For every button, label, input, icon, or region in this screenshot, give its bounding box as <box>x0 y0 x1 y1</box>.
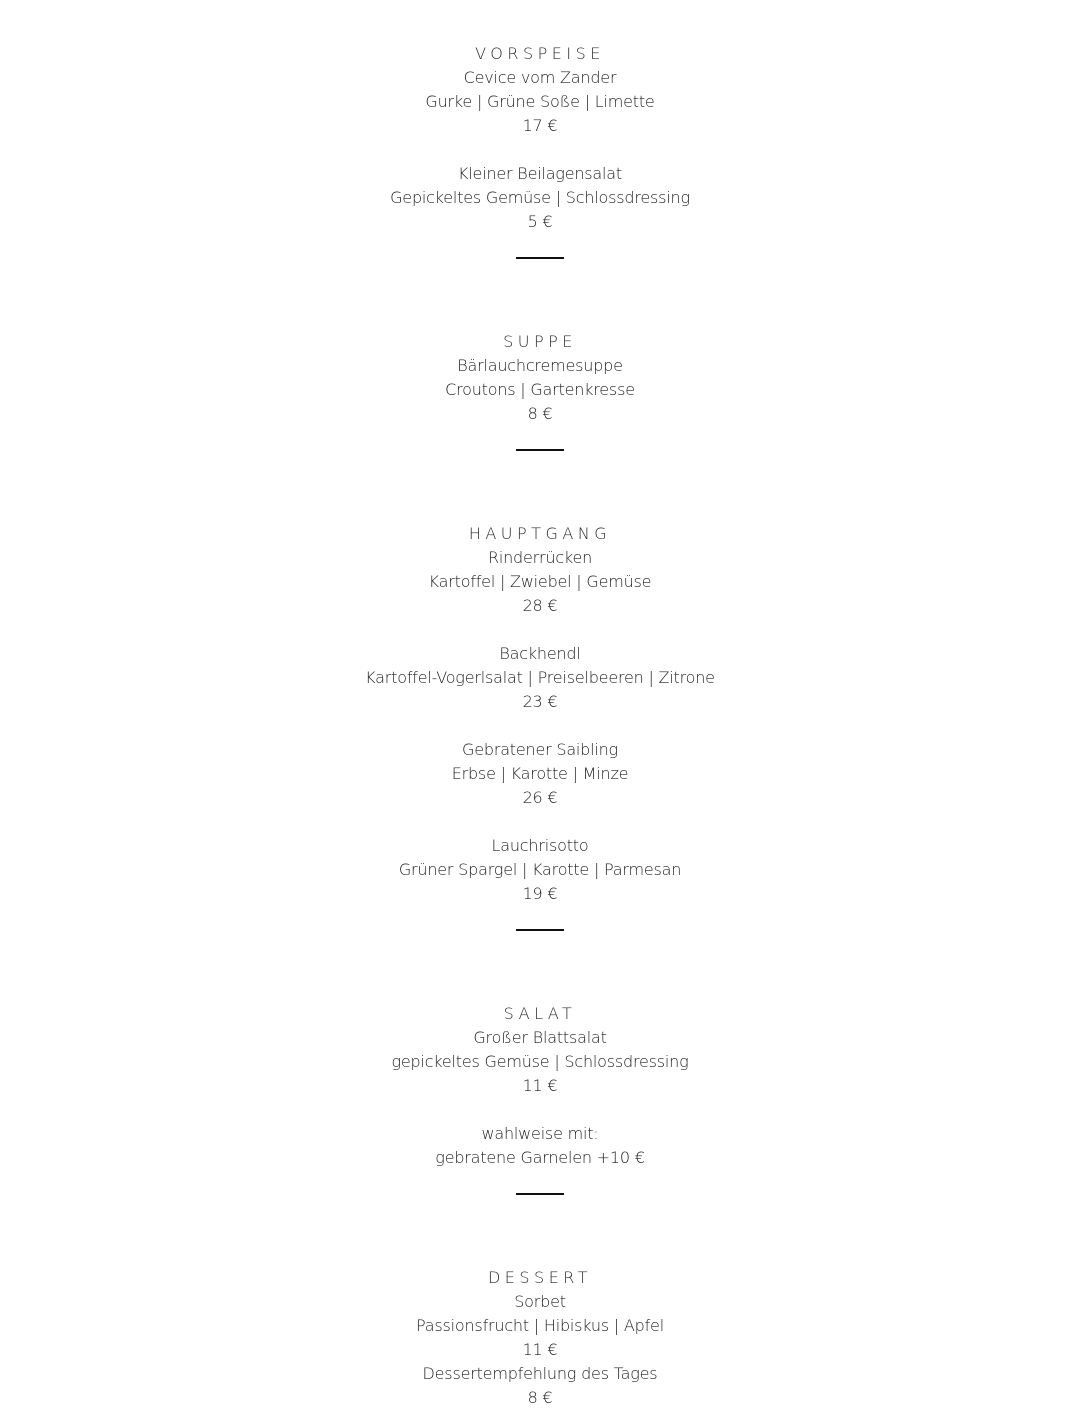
dish-description: Passionsfrucht | Hibiskus | Apfel <box>416 1316 664 1335</box>
dish-price: 17 € <box>522 116 558 135</box>
option-label: wahlweise mit: <box>481 1124 599 1143</box>
dish-description: Croutons | Gartenkresse <box>445 380 635 399</box>
dish-name: Bärlauchcremesuppe <box>457 356 623 375</box>
dish-price: 5 € <box>527 212 553 231</box>
section-heading: SALAT <box>503 1004 577 1023</box>
section-dessert <box>0 1266 1080 1410</box>
section-vorspeise <box>0 42 1080 234</box>
dessert-recommendation-price: 8 € <box>527 1388 553 1407</box>
dish-description: Kartoffel-Vogerlsalat | Preiselbeeren | Zitrone <box>365 668 715 687</box>
menu-item <box>0 354 1080 426</box>
option-value: gebratene Garnelen +10 € <box>435 1148 645 1167</box>
menu-item <box>0 162 1080 234</box>
section-heading: DESSERT <box>487 1268 593 1287</box>
dish-price: 8 € <box>527 404 553 423</box>
dish-name: Kleiner Beilagensalat <box>458 164 622 183</box>
section-heading: VORSPEISE <box>475 44 605 63</box>
menu-item <box>0 738 1080 810</box>
menu-item <box>0 1026 1080 1098</box>
menu-item <box>0 642 1080 714</box>
menu-item <box>0 546 1080 618</box>
dish-price: 11 € <box>522 1340 558 1359</box>
menu-item <box>0 1290 1080 1362</box>
section-divider <box>516 929 564 931</box>
section-divider <box>516 449 564 451</box>
menu-item <box>0 66 1080 138</box>
section-salat <box>0 1002 1080 1170</box>
dish-name: Rinderrücken <box>487 548 593 567</box>
dish-name: Gebratener Saibling <box>462 740 618 759</box>
section-heading: HAUPTGANG <box>468 524 612 543</box>
dish-name: Backhendl <box>499 644 581 663</box>
section-heading: SUPPE <box>503 332 577 351</box>
section-hauptgang <box>0 522 1080 906</box>
dish-name: Sorbet <box>514 1292 566 1311</box>
dish-description: gepickeltes Gemüse | Schlossdressing <box>391 1052 689 1071</box>
dish-name: Großer Blattsalat <box>473 1028 607 1047</box>
dish-price: 28 € <box>522 596 558 615</box>
dish-name: Lauchrisotto <box>491 836 589 855</box>
dessert-recommendation: Dessertempfehlung des Tages <box>422 1364 658 1383</box>
dish-description: Gepickeltes Gemüse | Schlossdressing <box>390 188 690 207</box>
dish-price: 19 € <box>522 884 558 903</box>
dish-price: 11 € <box>522 1076 558 1095</box>
dish-description: Kartoffel | Zwiebel | Gemüse <box>428 572 652 591</box>
dish-description: Gurke | Grüne Soße | Limette <box>425 92 655 111</box>
section-divider <box>516 1193 564 1195</box>
dish-price: 23 € <box>522 692 558 711</box>
dish-name: Cevice vom Zander <box>463 68 617 87</box>
dish-description: Grüner Spargel | Karotte | Parmesan <box>398 860 682 879</box>
menu-item <box>0 834 1080 906</box>
section-suppe <box>0 330 1080 426</box>
dish-price: 26 € <box>522 788 558 807</box>
section-divider <box>516 257 564 259</box>
dish-description: Erbse | Karotte | Minze <box>451 764 629 783</box>
